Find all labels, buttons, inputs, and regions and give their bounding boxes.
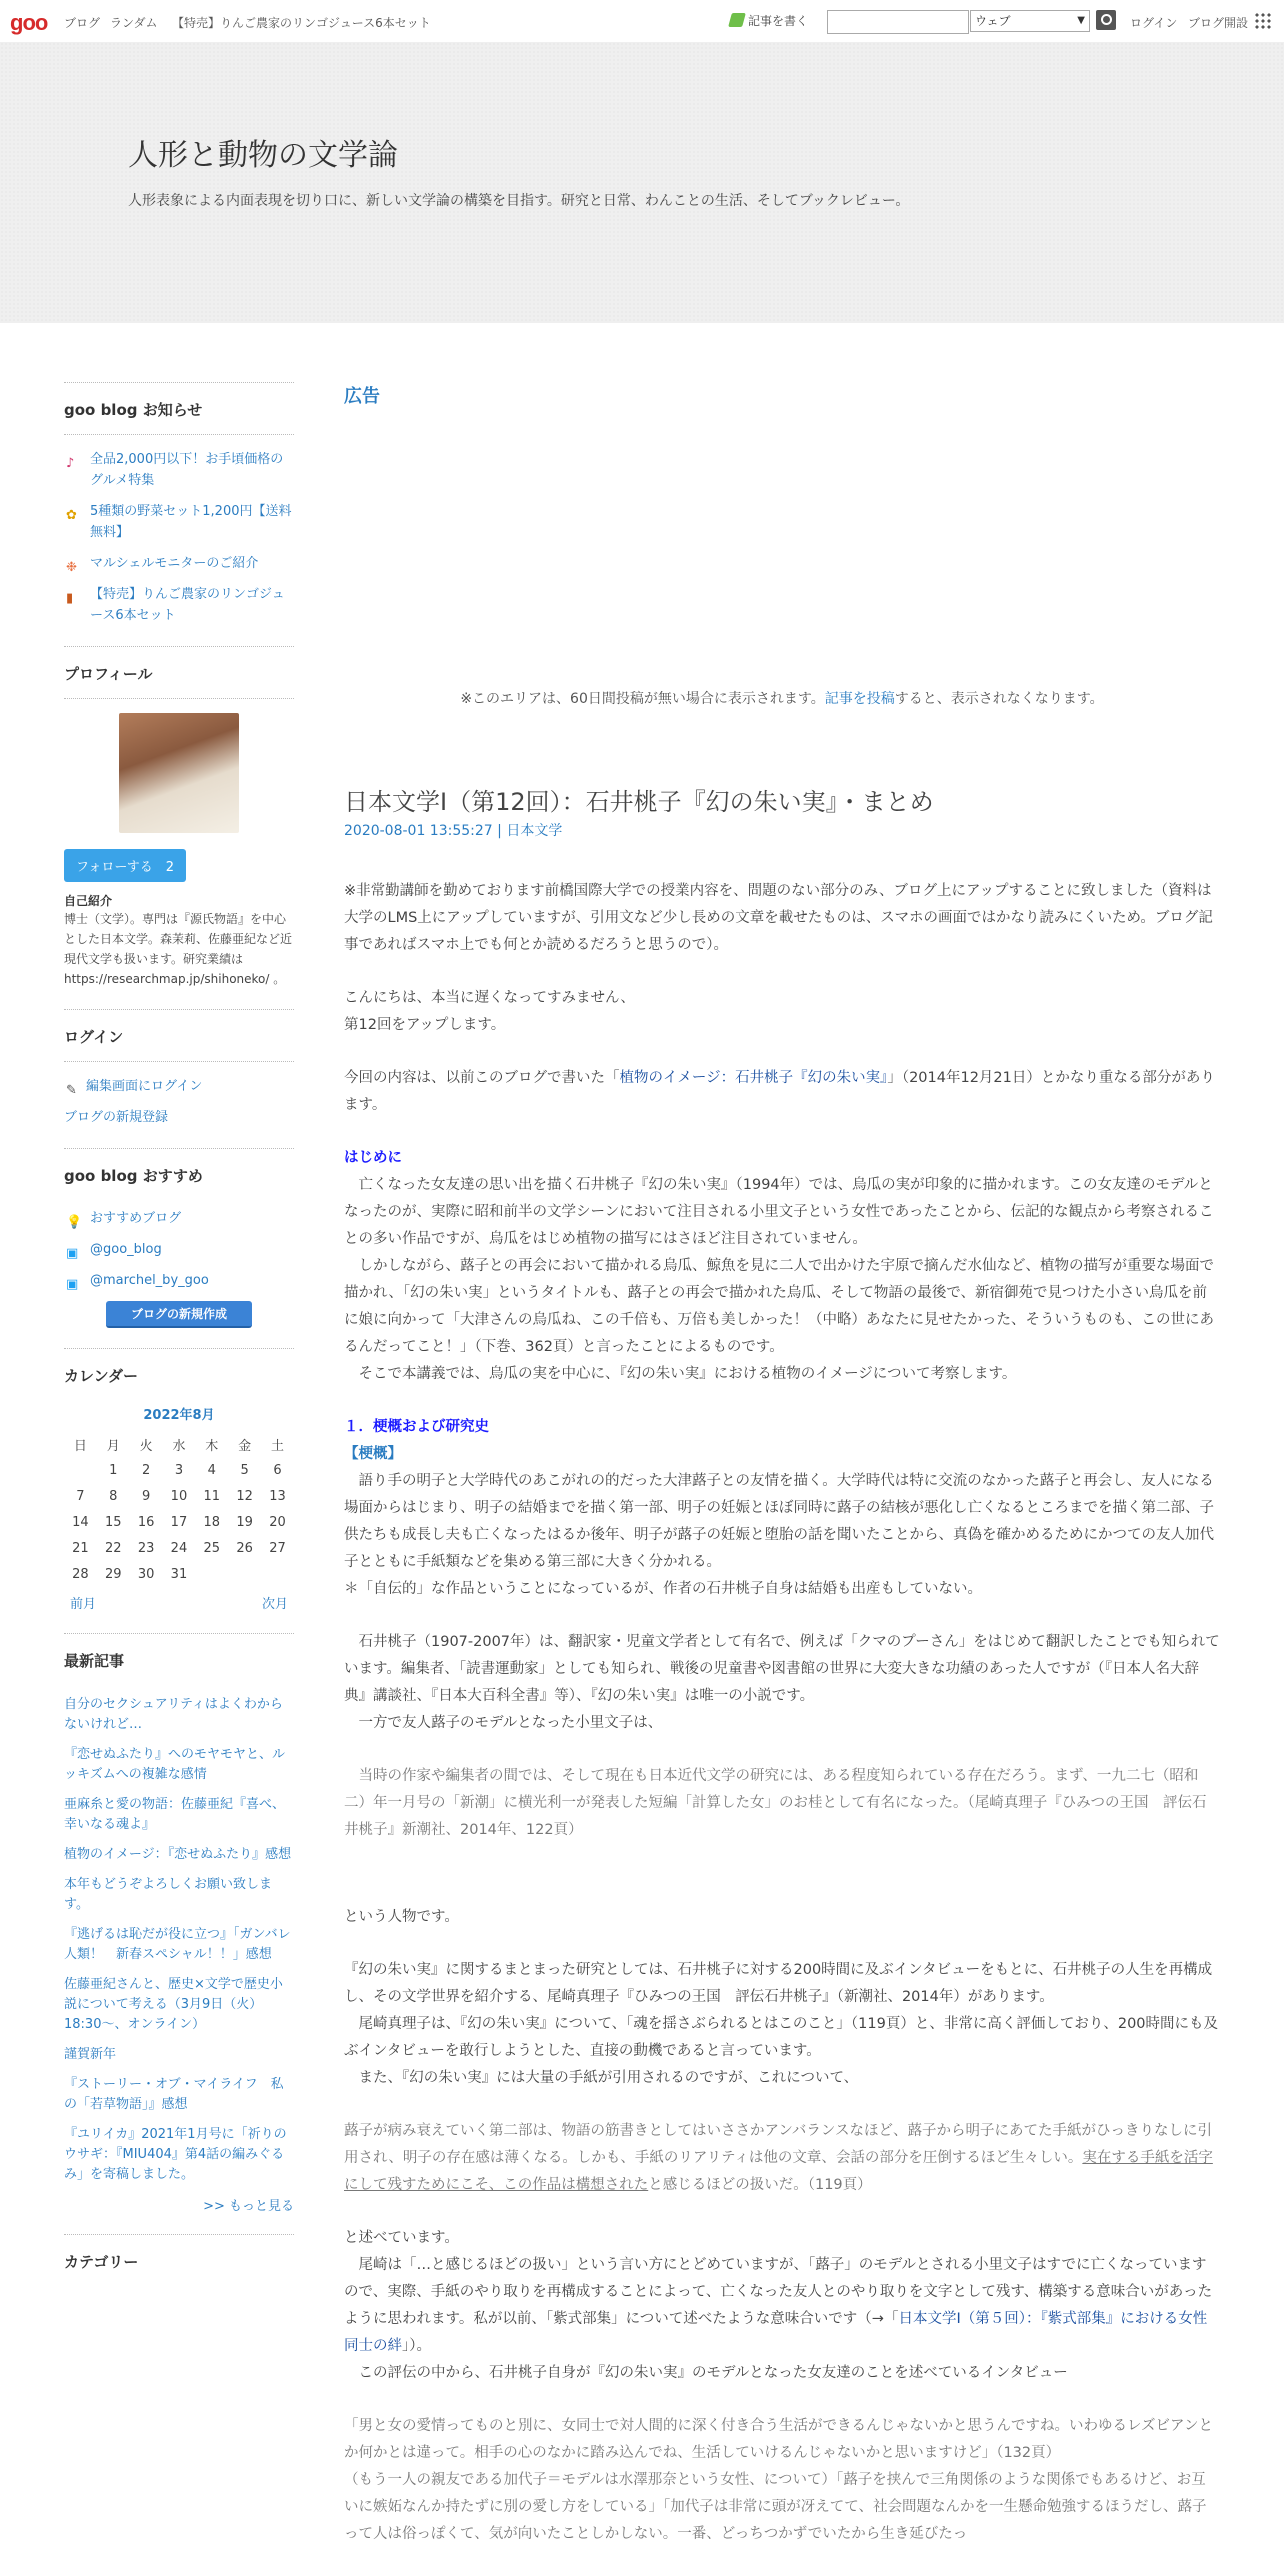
recent-post-link[interactable]	[64, 1745, 294, 1785]
notice-item-label[interactable]: マルシェルモニターのご紹介	[90, 556, 259, 571]
recent-post-link[interactable]	[64, 1975, 294, 2035]
create-blog-button[interactable]: ブログの新規作成	[106, 1301, 252, 1328]
recommend-heading: goo blog おすすめ	[64, 1167, 203, 1185]
notice-item[interactable]	[64, 449, 294, 491]
calendar-day: 27	[269, 1540, 286, 1556]
recent-post-link[interactable]	[64, 2075, 294, 2115]
post-paragraph: ※非常勤講師を勤めております前橋国際大学での授業内容を、問題のない部分のみ、ブログ上にアップすることに致しました（資料は大学のLMS上にアップしていますが、引用文など少し長めの文章を載せたものは、スマホの画面ではかなり読みにくいため。ブログ記事であればスマホ上でも何とか読めるだろうと思うので）。	[344, 883, 1213, 953]
calendar-day: 24	[170, 1540, 188, 1556]
calendar-month: 2022年8月	[143, 1408, 215, 1423]
post-article-link[interactable]: 記事を投稿	[824, 691, 895, 707]
post-text: そこで本講義では、烏瓜の実を中心に、『幻の朱い実』における植物のイメージについて考察します。	[344, 1366, 1017, 1382]
ad-note-text: ※このエリアは、60日間投稿が無い場合に表示されます。	[460, 691, 825, 707]
calendar-day: 14	[72, 1514, 89, 1530]
post-text: しかしながら、蕗子との再会において描かれる烏瓜、鯨魚を見に二人で出かけた宇原で摘んだ水仙など、植物の描写が重要な場面で描かれ、「幻の朱い実」というタイトルも、蕗子との再会で描かれた烏瓜、そして物語の最後で、新宿御苑で見つけた小さい烏瓜を前に娘に向かって「大津さんの烏瓜ね、この千倍も、万倍も美しかった！（中略）あなたに見せたかった、そういうものも、この世にあるんだってこと！」（下巻、362頁）と言ったことによるものです。	[344, 1258, 1214, 1355]
search-input[interactable]	[827, 10, 969, 34]
recent-post-link[interactable]	[64, 1795, 294, 1835]
nav-link-blog[interactable]: ブログ	[64, 16, 101, 30]
quote-text: と感じるほどの扱いだ。（119頁）	[648, 2177, 872, 2193]
post-paragraph: という人物です。	[344, 1909, 459, 1925]
quote-underlined: 実在する手紙を活字にして残すためにこそ、この作品は構想された	[344, 2150, 1213, 2193]
recommend-item[interactable]	[64, 1208, 294, 1229]
twitter-icon: ▣	[66, 1246, 79, 1261]
weekday: 日	[73, 1438, 87, 1454]
calendar-day: 3	[174, 1462, 184, 1478]
recommend-item[interactable]	[64, 1270, 294, 1291]
intro-section	[344, 1145, 1220, 1388]
recommend-item-label[interactable]: @goo_blog	[90, 1242, 162, 1257]
calendar-week	[64, 1483, 294, 1509]
more-posts-link[interactable]: >> もっと見る	[203, 2199, 294, 2214]
pen-icon	[728, 13, 746, 27]
calendar-day: 6	[273, 1462, 282, 1478]
search-icon[interactable]	[1096, 10, 1116, 30]
post-text: また、『幻の朱い実』には大量の手紙が引用されるのですが、これについて、	[344, 2070, 859, 2086]
post-title[interactable]: 日本文学Ⅰ（第12回）：石井桃子『幻の朱い実』・まとめ	[344, 788, 934, 816]
post-paragraph	[344, 985, 1220, 1039]
calendar-day: 28	[72, 1566, 89, 1582]
weekday: 木	[205, 1438, 219, 1454]
post-paragraph	[344, 1629, 1220, 1737]
calendar-day	[195, 1561, 228, 1587]
calendar-day	[64, 1457, 97, 1483]
calendar-day: 29	[104, 1566, 122, 1582]
calendar-day: 10	[170, 1488, 188, 1504]
calendar-nav	[64, 1593, 294, 1613]
twitter-icon: ▣	[66, 1277, 79, 1292]
calendar-day: 19	[236, 1514, 253, 1530]
recent-post-link[interactable]	[64, 2125, 294, 2185]
nav-link-promo[interactable]: 【特売】りんご農家のリンゴジュース6本セット	[172, 16, 431, 30]
calendar-day: 26	[236, 1540, 253, 1556]
juice-icon: ▮	[66, 591, 74, 606]
calendar-day: 4	[207, 1462, 216, 1478]
apps-grid-icon[interactable]	[1254, 12, 1272, 30]
edit-login-item[interactable]	[64, 1076, 294, 1097]
recommend-item-label[interactable]: おすすめブログ	[90, 1211, 182, 1226]
calendar-section	[64, 1348, 294, 1613]
flower-icon: ❉	[66, 560, 77, 575]
quote-text: （もう一人の親友である加代子＝モデルは水澤那奈という女性、について）「蕗子を挟んで三角関係のような関係でもあるけど、お互いに嫉妬なんか持たずに別の愛し方をしている」「加代子は非常に頭が冴えてて、社会問題なんかを一生懸命勉強するほうだし、蕗子って人は俗っぽくて、気が向いたことしかしない。一番、どっちつかずでいたから生き延びたっ	[344, 2472, 1207, 2542]
post-text: 今回の内容は、以前このブログで書いた「	[344, 1070, 620, 1086]
quote-text: 「男と女の愛情ってものと別に、女同士で対人間的に深く付き合う生活ができるんじゃないかと思うんですね。いわゆるレズビアンとか何かとは違って。相手の心のなかに踏み込んでね、生活していけるんじゃないかと思いますけど」（132頁）	[344, 2418, 1213, 2461]
new-blog-item[interactable]	[64, 1107, 294, 1128]
post-text: 一方で友人蕗子のモデルとなった小里文子は、	[344, 1715, 663, 1731]
recent-post-title[interactable]: 『ユリイカ』2021年1月号に「祈りのウサギ：『MIU404』第4話の編みぐるみ」を寄稿しました。	[64, 2127, 287, 2182]
calendar-day: 31	[170, 1566, 188, 1582]
post-text: 亡くなった女友達の思い出を描く石井桃子『幻の朱い実』（1994年）では、烏瓜の実が印象的に描かれます。この女友達のモデルとなったのが、実際に昭和前半の文学シーンにおいて注目される小里文子という女性であったことから、伝記的な観点から考察されることの多い作品ですが、烏瓜をはじめ植物の描写にはさほど注目されていません。	[344, 1177, 1214, 1247]
blog-header	[0, 42, 1284, 323]
more-link-row	[64, 2195, 294, 2214]
recommend-item[interactable]	[64, 1239, 294, 1260]
calendar-day: 25	[203, 1540, 221, 1556]
calendar-day: 17	[170, 1514, 188, 1530]
recent-post-title[interactable]: 謹賀新年	[64, 2047, 117, 2062]
post-text: この評伝の中から、石井桃子自身が『幻の朱い実』のモデルとなった女友達のことを述べているインタビュー	[344, 2365, 1068, 2381]
recent-post-title[interactable]: 自分のセクシュアリティはよくわからないけれど…	[64, 1697, 283, 1732]
main-content	[344, 382, 1220, 2542]
post-text: 」）。	[402, 2338, 431, 2354]
post-line: こんにちは、本当に遅くなってすみません、	[344, 990, 635, 1006]
calendar-day: 8	[109, 1488, 118, 1504]
calendar-day: 12	[236, 1488, 253, 1504]
calendar-day: 11	[203, 1488, 221, 1504]
search-scope-value: ウェブ	[975, 14, 1011, 28]
ad-note	[344, 688, 1220, 708]
quote-block	[344, 2413, 1220, 2548]
chevron-down-icon: ▼	[1077, 15, 1085, 26]
calendar-table	[64, 1431, 294, 1587]
notice-item[interactable]	[64, 501, 294, 543]
calendar-day: 9	[141, 1488, 151, 1504]
sidebar	[64, 382, 294, 2306]
lightbulb-icon: 💡	[66, 1215, 83, 1230]
recent-post-title[interactable]: 『恋せぬふたり』へのモヤモヤと、ルッキズムへの複雑な感情	[64, 1747, 286, 1782]
calendar-day: 18	[203, 1514, 221, 1530]
post-text: 語り手の明子と大学時代のあこがれの的だった大津蕗子との友情を描く。大学時代は特に交流のなかった蕗子と再会し、友人になる場面からはじまり、明子の結婚までを描く第一部、明子の妊娠とほぼ同時に蕗子の結核が悪化し亡くなるところまでを描く第二部、子供たちも成長し夫も亡くなったはるか後年、明子が蕗子の妊娠と堕胎の話を聞いたことから、真偽を確かめるためにかつての友人加代子とともに手紙類などを集める第三部に大きく分かれる。	[344, 1473, 1214, 1570]
post-line: 第12回をアップします。	[344, 1017, 506, 1033]
login-heading: ログイン	[64, 1026, 294, 1062]
calendar-week	[64, 1535, 294, 1561]
recent-section	[64, 1633, 294, 2214]
recent-post-link[interactable]	[64, 2045, 294, 2065]
calendar-day: 1	[109, 1462, 118, 1478]
post-category-link[interactable]: 日本文学	[506, 823, 563, 839]
quote-text: 蕗子が病み衰えていく第二部は、物語の筋書きとしてはいささかアンバランスなほど、蕗子から明子にあてた手紙がひっきりなしに引用され、明子の存在感は薄くなる。しかも、手紙のリアリティは他の文章、会話の部分を圧倒するほど生々しい。	[344, 2123, 1212, 2166]
goo-logo[interactable]: goo	[10, 10, 48, 35]
post-paragraph	[344, 1957, 1220, 2092]
post-text: 石井桃子（1907-2007年）は、翻訳家・児童文学者として有名で、例えば「クマのプーさん」をはじめて翻訳したことでも知られています。編集者、「読書運動家」としても知られ、戦後の児童書や図書館の世界に大変大きな功績のあった人ですが（『日本人名大辞典』講談社、『日本大百科全書』等）、『幻の朱い実』は唯一の小説です。	[344, 1634, 1220, 1704]
calendar-day: 16	[137, 1514, 155, 1530]
recent-post-title[interactable]: 本年もどうぞよろしくお願い致します。	[64, 1877, 273, 1912]
calendar-weekdays	[64, 1431, 294, 1457]
recommend-item-label[interactable]: @marchel_by_goo	[90, 1273, 209, 1288]
calendar-day	[228, 1561, 261, 1587]
weekday: 月	[106, 1438, 120, 1454]
post-text: 」（2014年12月21日）とかなり重なる部分があります。	[344, 1070, 1215, 1113]
login-link[interactable]: ログイン	[1130, 16, 1178, 30]
post-date: 2020-08-01 13:55:27	[344, 823, 493, 839]
music-note-icon: ♪	[66, 456, 75, 471]
recent-post-link[interactable]	[64, 1695, 294, 1735]
post-text: 尾崎は「…と感じるほどの扱い」という言い方にとどめていますが、「蕗子」のモデルとされる小里文子はすでに亡くなっていますので、実際、手紙のやり取りを再構成することによって、亡くなった友人とのやり取りを文字として残す、構築する意味合いがあったように思われます。私が以前、「紫式部集」について述べたような意味合いです（→「	[344, 2257, 1213, 2327]
post-text: 『幻の朱い実』に関するまとまった研究としては、石井桃子に対する200時間に及ぶインタビューをもとに、石井桃子の人生を再構成し、その文学世界を紹介する、尾崎真理子『ひみつの王国 評伝石井桃子』（新潮社、2014年）があります。	[344, 1962, 1213, 2005]
open-blog-link[interactable]: ブログ開設	[1188, 16, 1249, 30]
recent-post-title[interactable]: 亜麻糸と愛の物語：佐藤亜紀『喜べ、幸いなる魂よ』	[64, 1797, 286, 1832]
nav-link-random[interactable]: ランダム	[110, 16, 158, 30]
edit-login-link[interactable]: 編集画面にログイン	[86, 1079, 203, 1094]
section-heading: １．梗概および研究史	[344, 1419, 489, 1435]
calendar-day: 23	[137, 1540, 155, 1556]
calendar-day: 30	[137, 1566, 155, 1582]
calendar-day: 20	[269, 1514, 286, 1530]
recent-post-link[interactable]	[64, 1875, 294, 1915]
notice-section	[64, 382, 294, 626]
blog-title[interactable]: 人形と動物の文学論	[128, 138, 398, 173]
post-text: ＊「自伝的」な作品ということになっているが、作者の石井桃子自身は結婚も出産もしていない。	[344, 1581, 982, 1597]
post-body	[344, 878, 1220, 2548]
calendar-prev-link[interactable]: 前月	[70, 1597, 97, 1612]
blog-description: 人形表象による内面表現を切り口に、新しい文学論の構築を目指す。研究と日常、わんことの生活、そしてブックレビュー。	[128, 193, 910, 209]
calendar-day: 15	[104, 1514, 122, 1530]
post-paragraph	[344, 1065, 1220, 1119]
write-post-button[interactable]	[730, 12, 808, 29]
calendar-day: 21	[72, 1540, 89, 1556]
intro-heading: 自己紹介	[64, 894, 113, 908]
calendar-day: 7	[76, 1488, 85, 1504]
calendar-day: 2	[141, 1462, 151, 1478]
weekday: 土	[271, 1438, 285, 1454]
notice-item[interactable]	[64, 584, 294, 626]
weekday: 火	[139, 1438, 153, 1454]
quote-block	[344, 2118, 1220, 2199]
weekday: 水	[172, 1438, 186, 1454]
profile-heading: プロフィール	[64, 663, 294, 699]
category-section	[64, 2234, 294, 2286]
post-text: と述べています。	[344, 2230, 459, 2246]
calendar-day: 22	[104, 1540, 122, 1556]
search-scope-select[interactable]	[970, 10, 1090, 32]
recent-heading: 最新記事	[64, 1652, 125, 1670]
related-post-link[interactable]: 日本文学Ⅰ（第５回）：『紫式部集』における女性同士の絆	[344, 2311, 1208, 2354]
subsection-heading: 【梗概】	[344, 1446, 402, 1462]
follow-button[interactable]: フォローする 2	[64, 849, 186, 882]
notice-item-label[interactable]: 5種類の野菜セット1,200円【送料無料】	[90, 504, 292, 540]
calendar-heading: カレンダー	[64, 1367, 139, 1385]
calendar-day: 13	[269, 1488, 286, 1504]
notice-heading: goo blog お知らせ	[64, 399, 294, 435]
profile-photo[interactable]	[119, 713, 239, 833]
recent-post-title[interactable]: 『逃げるは恥だが役に立つ』「ガンバレ人類！ 新春スペシャル！！」感想	[64, 1927, 291, 1962]
related-post-link[interactable]: 植物のイメージ：石井桃子『幻の朱い実』	[619, 1070, 888, 1086]
top-bar	[0, 0, 1284, 43]
calendar-day: 5	[240, 1462, 249, 1478]
calendar-next-link[interactable]: 次月	[261, 1597, 288, 1612]
calendar-week	[64, 1561, 294, 1587]
recent-post-link[interactable]	[64, 1925, 294, 1965]
calendar-week	[64, 1509, 294, 1535]
new-blog-link[interactable]: ブログの新規登録	[64, 1110, 169, 1125]
synopsis-section	[344, 1414, 1220, 1603]
recommend-section	[64, 1148, 294, 1328]
recent-post-title[interactable]: 『ストーリー・オブ・マイライフ 私の「若草物語」』感想	[64, 2077, 284, 2112]
recent-post-title[interactable]: 植物のイメージ：『恋せぬふたり』感想	[64, 1847, 292, 1862]
section-heading: はじめに	[344, 1150, 402, 1166]
weekday: 金	[238, 1438, 252, 1454]
post-meta: 2020-08-01 13:55:27 | 日本文学	[344, 823, 563, 839]
recent-post-link[interactable]	[64, 1845, 294, 1865]
intro-text: 博士（文学）。専門は『源氏物語』を中心とした日本文学。森茉莉、佐藤亜紀など近現代文学も扱います。研究業績は https://researchmap.jp/shihoneko/ 。	[64, 912, 293, 986]
sunflower-icon: ✿	[66, 508, 77, 523]
calendar-day	[261, 1561, 294, 1587]
notice-item-label[interactable]: 【特売】りんご農家のリンゴジュース6本セット	[90, 587, 285, 623]
recent-post-title[interactable]: 佐藤亜紀さんと、歴史×文学で歴史小説について考える（3月9日（火）18:30～、オンライン）	[64, 1977, 283, 2032]
profile-section	[64, 646, 294, 989]
quote-block: 当時の作家や編集者の間では、そして現在も日本近代文学の研究には、ある程度知られている存在だろう。まず、一九二七（昭和二）年一月号の「新潮」に横光利一が発表した短編「計算した女」のお桂として有名になった。（尾崎真理子『ひみつの王国 評伝石井桃子』新潮社、2014年、122頁）	[344, 1768, 1207, 1838]
category-heading: カテゴリー	[64, 2253, 139, 2271]
post-text: 尾崎真理子は、『幻の朱い実』について、「魂を揺さぶられるとはこのこと」（119頁）と、非常に高く評価しており、200時間にも及ぶインタビューを敢行しようとした、直接の動機であると言っています。	[344, 2016, 1219, 2059]
post-paragraph	[344, 2225, 1220, 2387]
ad-note-text-end: すると、表示されなくなります。	[894, 691, 1104, 707]
notice-item[interactable]	[64, 553, 294, 574]
notice-item-label[interactable]: 全品2,000円以下！お手頃価格のグルメ特集	[90, 452, 284, 488]
login-section	[64, 1009, 294, 1128]
calendar-week	[64, 1457, 294, 1483]
write-post-label: 記事を書く	[748, 14, 809, 28]
pencil-icon: ✎	[66, 1083, 77, 1098]
ad-heading: 広告	[344, 386, 380, 407]
